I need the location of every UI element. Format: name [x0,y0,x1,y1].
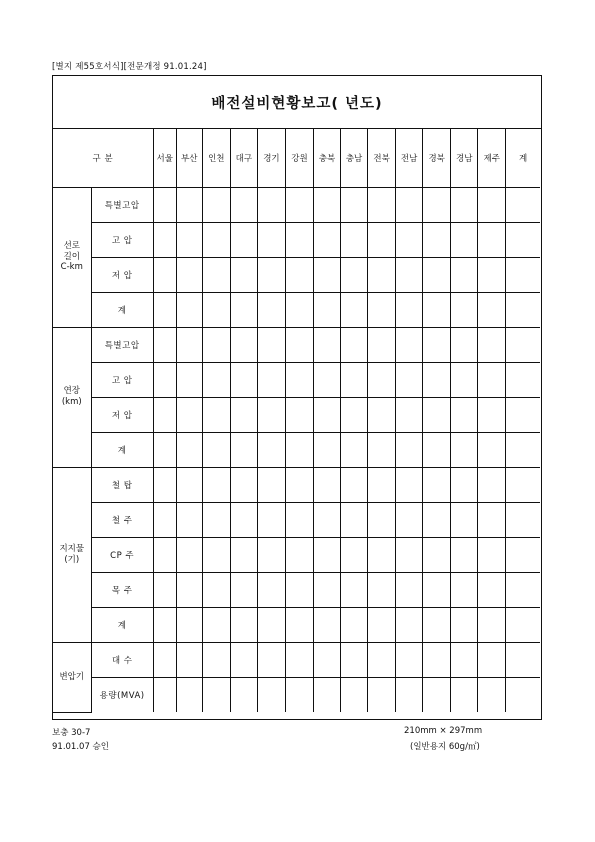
data-cell[interactable] [153,502,176,537]
data-cell[interactable] [230,642,257,677]
data-cell[interactable] [230,537,257,572]
data-cell[interactable] [313,397,340,432]
data-cell[interactable] [451,677,478,712]
data-cell[interactable] [313,467,340,502]
data-cell[interactable] [396,572,423,607]
data-cell[interactable] [506,572,540,607]
data-cell[interactable] [230,362,257,397]
data-cell[interactable] [176,537,202,572]
data-cell[interactable] [368,187,396,222]
data-cell[interactable] [257,607,285,642]
table-row [53,397,540,432]
data-cell[interactable] [153,677,176,712]
group-label [53,467,91,642]
data-cell[interactable] [341,292,368,327]
data-cell[interactable] [506,607,540,642]
data-cell[interactable] [176,187,202,222]
group-label-line: C-km [60,262,83,273]
row-label: CP 주 [91,537,153,572]
group-label [53,642,91,712]
footer-approval-code: 보충 30-7 [52,728,91,738]
group-label-line: 길이 [63,251,80,262]
data-cell[interactable] [285,467,313,502]
data-cell[interactable] [368,292,396,327]
data-cell[interactable] [368,397,396,432]
data-cell[interactable] [368,432,396,467]
header-region: 계 [506,129,540,187]
data-cell[interactable] [285,502,313,537]
data-cell[interactable] [176,327,202,362]
data-cell[interactable] [423,397,451,432]
row-label: 계 [91,292,153,327]
data-cell[interactable] [478,572,506,607]
data-cell[interactable] [153,397,176,432]
data-cell[interactable] [451,187,478,222]
data-cell[interactable] [478,257,506,292]
data-cell[interactable] [423,327,451,362]
table-row [53,467,540,502]
data-cell[interactable] [396,187,423,222]
data-cell[interactable] [257,187,285,222]
data-cell[interactable] [368,327,396,362]
header-region: 전북 [368,129,396,187]
data-cell[interactable] [230,607,257,642]
header-region: 경기 [257,129,285,187]
data-cell[interactable] [451,502,478,537]
data-cell[interactable] [396,327,423,362]
data-cell[interactable] [423,677,451,712]
report-table [53,129,540,713]
header-region: 대구 [230,129,257,187]
data-cell[interactable] [423,257,451,292]
data-cell[interactable] [478,432,506,467]
form-code: [별지 제55호서식][전문개정 91.01.24] [52,62,207,72]
data-cell[interactable] [478,607,506,642]
header-region: 경북 [423,129,451,187]
data-cell[interactable] [451,642,478,677]
data-cell[interactable] [341,677,368,712]
data-cell[interactable] [153,222,176,257]
data-cell[interactable] [257,257,285,292]
data-cell[interactable] [176,362,202,397]
data-cell[interactable] [506,467,540,502]
data-cell[interactable] [176,677,202,712]
data-cell[interactable] [202,292,230,327]
data-cell[interactable] [423,432,451,467]
header-region: 경남 [451,129,478,187]
data-cell[interactable] [451,572,478,607]
data-cell[interactable] [506,187,540,222]
data-cell[interactable] [313,187,340,222]
row-label: 계 [91,432,153,467]
header-region: 제주 [478,129,506,187]
data-cell[interactable] [478,327,506,362]
row-label: 특별고압 [91,187,153,222]
data-cell[interactable] [451,362,478,397]
data-cell[interactable] [506,222,540,257]
data-cell[interactable] [506,432,540,467]
data-cell[interactable] [202,222,230,257]
data-cell[interactable] [285,222,313,257]
data-cell[interactable] [176,257,202,292]
data-cell[interactable] [478,642,506,677]
data-cell[interactable] [202,362,230,397]
data-cell[interactable] [478,467,506,502]
data-cell[interactable] [423,572,451,607]
data-cell[interactable] [257,677,285,712]
data-cell[interactable] [285,642,313,677]
data-cell[interactable] [396,607,423,642]
data-cell[interactable] [341,257,368,292]
data-cell[interactable] [176,502,202,537]
data-cell[interactable] [153,432,176,467]
header-region: 서울 [153,129,176,187]
data-cell[interactable] [176,467,202,502]
data-cell[interactable] [368,642,396,677]
data-cell[interactable] [396,677,423,712]
footer-paper-type: (일반용지 60g/㎡) [410,742,480,752]
data-cell[interactable] [313,537,340,572]
data-cell[interactable] [396,537,423,572]
data-cell[interactable] [202,257,230,292]
data-cell[interactable] [257,222,285,257]
data-cell[interactable] [396,467,423,502]
table-row [53,257,540,292]
data-cell[interactable] [451,537,478,572]
data-cell[interactable] [313,362,340,397]
data-cell[interactable] [257,467,285,502]
data-cell[interactable] [257,292,285,327]
data-cell[interactable] [230,467,257,502]
header-region: 충남 [341,129,368,187]
data-cell[interactable] [313,222,340,257]
data-cell[interactable] [341,327,368,362]
data-cell[interactable] [506,677,540,712]
data-cell[interactable] [478,362,506,397]
data-cell[interactable] [257,642,285,677]
data-cell[interactable] [423,467,451,502]
data-cell[interactable] [230,502,257,537]
data-cell[interactable] [285,607,313,642]
data-cell[interactable] [506,397,540,432]
row-label: 저 압 [91,257,153,292]
data-cell[interactable] [230,327,257,362]
data-cell[interactable] [176,642,202,677]
data-cell[interactable] [341,432,368,467]
data-cell[interactable] [153,572,176,607]
data-cell[interactable] [153,187,176,222]
data-cell[interactable] [257,537,285,572]
data-cell[interactable] [478,187,506,222]
data-cell[interactable] [478,397,506,432]
data-cell[interactable] [506,257,540,292]
data-cell[interactable] [285,537,313,572]
data-cell[interactable] [368,257,396,292]
data-cell[interactable] [230,292,257,327]
data-cell[interactable] [368,677,396,712]
data-cell[interactable] [285,362,313,397]
table-row [53,187,540,222]
data-cell[interactable] [313,257,340,292]
report-form [52,75,542,720]
data-cell[interactable] [368,467,396,502]
table-row [53,572,540,607]
row-label: 고 압 [91,362,153,397]
group-label-line: 선로 [63,241,80,252]
data-cell[interactable] [153,642,176,677]
table-row [53,222,540,257]
table-row [53,537,540,572]
data-cell[interactable] [451,292,478,327]
data-cell[interactable] [396,432,423,467]
data-cell[interactable] [153,257,176,292]
data-cell[interactable] [368,607,396,642]
header-region: 전남 [396,129,423,187]
data-cell[interactable] [451,432,478,467]
data-cell[interactable] [506,292,540,327]
data-cell[interactable] [506,502,540,537]
header-region: 강원 [285,129,313,187]
header-category: 구 분 [53,129,153,187]
data-cell[interactable] [341,362,368,397]
data-cell[interactable] [176,572,202,607]
data-cell[interactable] [285,257,313,292]
data-cell[interactable] [202,467,230,502]
data-cell[interactable] [230,222,257,257]
data-cell[interactable] [478,502,506,537]
data-cell[interactable] [313,292,340,327]
data-cell[interactable] [341,187,368,222]
footer-approval-date: 91.01.07 승인 [52,742,109,752]
data-cell[interactable] [396,257,423,292]
row-label: 저 압 [91,397,153,432]
data-cell[interactable] [451,467,478,502]
data-cell[interactable] [396,362,423,397]
table-row [53,677,540,712]
data-cell[interactable] [341,642,368,677]
group-label [53,187,91,327]
row-label: 철 주 [91,502,153,537]
data-cell[interactable] [202,327,230,362]
data-cell[interactable] [506,642,540,677]
data-cell[interactable] [202,572,230,607]
header-region: 충북 [313,129,340,187]
data-cell[interactable] [313,642,340,677]
data-cell[interactable] [176,292,202,327]
data-cell[interactable] [478,292,506,327]
header-region: 부산 [176,129,202,187]
data-cell[interactable] [230,397,257,432]
form-title: 배전설비현황보고( 년도) [53,76,541,129]
group-label [53,327,91,467]
data-cell[interactable] [478,537,506,572]
row-label: 고 압 [91,222,153,257]
group-label-line: 지지물 [59,543,85,554]
data-cell[interactable] [341,572,368,607]
data-cell[interactable] [230,677,257,712]
data-cell[interactable] [341,397,368,432]
data-cell[interactable] [396,222,423,257]
data-cell[interactable] [451,607,478,642]
data-cell[interactable] [230,432,257,467]
data-cell[interactable] [202,677,230,712]
data-cell[interactable] [396,292,423,327]
table-row [53,292,540,327]
table-row [53,432,540,467]
data-cell[interactable] [285,432,313,467]
row-label: 용량(MVA) [91,677,153,712]
data-cell[interactable] [153,292,176,327]
row-label: 대 수 [91,642,153,677]
data-cell[interactable] [396,397,423,432]
group-label-line: (기) [64,554,80,565]
data-cell[interactable] [368,537,396,572]
row-label: 특별고압 [91,327,153,362]
data-cell[interactable] [423,187,451,222]
data-cell[interactable] [313,607,340,642]
group-label-line: 변압기 [59,671,85,682]
group-label-line: (km) [61,397,82,407]
data-cell[interactable] [202,607,230,642]
table-row [53,362,540,397]
data-cell[interactable] [176,397,202,432]
data-cell[interactable] [313,432,340,467]
data-cell[interactable] [451,397,478,432]
data-cell[interactable] [153,327,176,362]
data-cell[interactable] [341,467,368,502]
data-cell[interactable] [396,502,423,537]
data-cell[interactable] [313,572,340,607]
row-label: 철 탑 [91,467,153,502]
data-cell[interactable] [368,222,396,257]
data-cell[interactable] [176,607,202,642]
row-label: 목 주 [91,572,153,607]
data-cell[interactable] [478,222,506,257]
data-cell[interactable] [285,677,313,712]
data-cell[interactable] [451,327,478,362]
data-cell[interactable] [257,572,285,607]
data-cell[interactable] [313,677,340,712]
table-row [53,327,540,362]
data-cell[interactable] [313,327,340,362]
data-cell[interactable] [153,467,176,502]
table-row [53,642,540,677]
data-cell[interactable] [202,502,230,537]
data-cell[interactable] [153,537,176,572]
data-cell[interactable] [153,607,176,642]
data-cell[interactable] [202,642,230,677]
data-cell[interactable] [202,187,230,222]
data-cell[interactable] [285,292,313,327]
data-cell[interactable] [423,362,451,397]
data-cell[interactable] [257,432,285,467]
data-cell[interactable] [341,607,368,642]
data-cell[interactable] [202,432,230,467]
data-cell[interactable] [368,502,396,537]
header-region: 인천 [202,129,230,187]
data-cell[interactable] [423,502,451,537]
data-cell[interactable] [423,642,451,677]
data-cell[interactable] [451,222,478,257]
group-label-line: 연장 [63,386,80,397]
data-cell[interactable] [506,327,540,362]
data-cell[interactable] [396,642,423,677]
data-cell[interactable] [368,362,396,397]
data-cell[interactable] [341,502,368,537]
header-row [53,129,540,187]
data-cell[interactable] [176,432,202,467]
table-row [53,607,540,642]
data-cell[interactable] [285,397,313,432]
data-cell[interactable] [176,222,202,257]
data-cell[interactable] [257,327,285,362]
data-cell[interactable] [230,257,257,292]
data-cell[interactable] [257,502,285,537]
data-cell[interactable] [423,607,451,642]
data-cell[interactable] [341,222,368,257]
data-cell[interactable] [285,187,313,222]
data-cell[interactable] [230,572,257,607]
table-row [53,502,540,537]
data-cell[interactable] [257,362,285,397]
data-cell[interactable] [202,537,230,572]
data-cell[interactable] [285,327,313,362]
data-cell[interactable] [257,397,285,432]
data-cell[interactable] [230,187,257,222]
data-cell[interactable] [478,677,506,712]
data-cell[interactable] [423,292,451,327]
data-cell[interactable] [285,572,313,607]
row-label: 계 [91,607,153,642]
data-cell[interactable] [202,397,230,432]
footer-paper-size: 210mm × 297mm [404,726,483,736]
data-cell[interactable] [153,362,176,397]
data-cell[interactable] [506,362,540,397]
data-cell[interactable] [506,537,540,572]
data-cell[interactable] [313,502,340,537]
data-cell[interactable] [423,222,451,257]
data-cell[interactable] [423,537,451,572]
data-cell[interactable] [341,537,368,572]
data-cell[interactable] [368,572,396,607]
data-cell[interactable] [451,257,478,292]
